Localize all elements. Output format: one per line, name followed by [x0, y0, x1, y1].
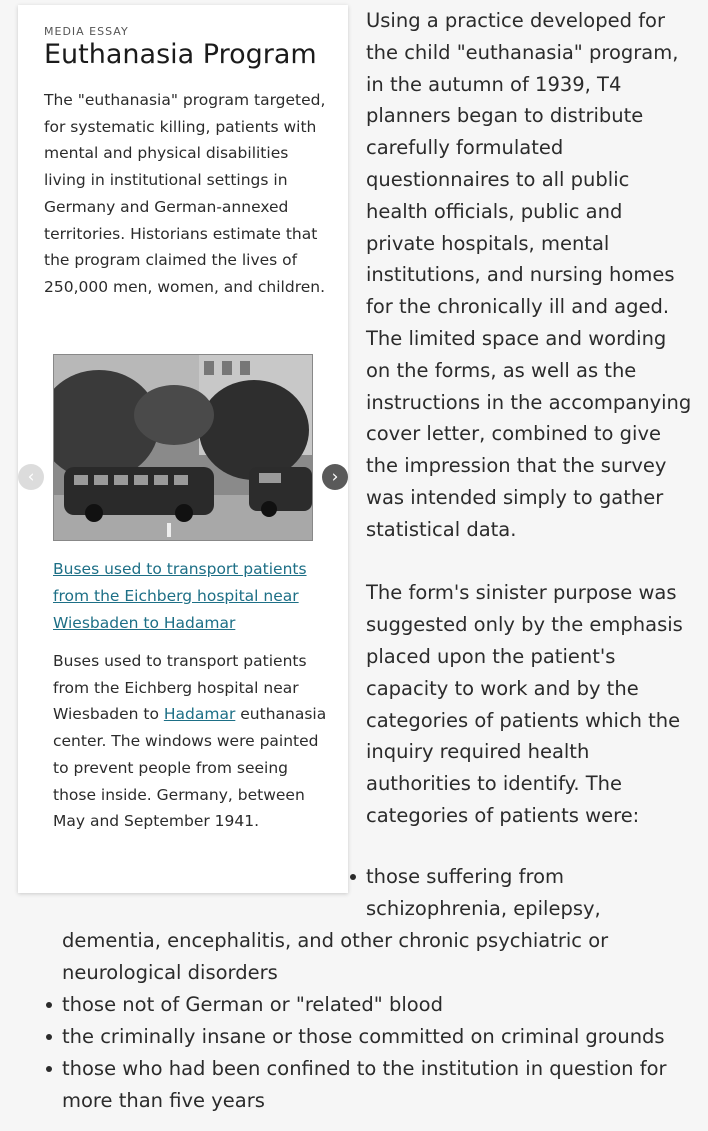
slideshow-photo[interactable] [53, 354, 313, 541]
slideshow-prev-button[interactable]: ‹ [18, 464, 44, 490]
article-paragraph-1: Using a practice developed for the child "euthanasia" program, in the autumn of 1939, T4 planners began to distribute carefully formulated questionnaires to all public health officials, public and private hospitals, mental institutions, and nursing homes for the chronically ill and aged. The limited space and wording on the forms, as well as the instructions in the accompanying cover letter, combined to give the impression that the survey was intended simply to gather statistical data. [366, 9, 692, 541]
media-essay-title: Euthanasia Program [44, 39, 317, 70]
media-essay-card [18, 5, 348, 893]
media-essay-kicker: MEDIA ESSAY [44, 25, 129, 38]
slideshow-next-button[interactable]: › [322, 464, 348, 490]
photo-caption-link[interactable]: Buses used to transport patients from the Eichberg hospital near Wiesbaden to Hadamar [53, 560, 307, 632]
caption-text-end: euthanasia center. The windows were painted to prevent people from seeing those inside. Germany, between May and September 1941. [53, 705, 327, 831]
list-item-1-line-2: schizophrenia, epilepsy, [366, 897, 601, 920]
list-item-4-line-2: more than five years [62, 1089, 265, 1112]
list-item-4-line-1: those who had been confined to the institution in question for [62, 1057, 667, 1080]
hadamar-link[interactable]: Hadamar [163, 705, 236, 724]
photo-caption [53, 648, 328, 835]
caption-text-start: Buses used to transport patients from the Eichberg hospital near Wiesbaden to [53, 652, 307, 724]
article-body [366, 5, 696, 832]
list-item-3: the criminally insane or those committed on criminal grounds [62, 1025, 665, 1048]
media-essay-intro [44, 87, 326, 301]
article-paragraph-2: The form's sinister purpose was suggested only by the emphasis placed upon the patient's capacity to work and by the categories of patients which the inquiry required health authorities to identify. The categories of patients were: [366, 581, 683, 827]
list-item-1-line-4: neurological disorders [62, 961, 278, 984]
list-bullet [46, 1002, 52, 1008]
list-bullet [350, 874, 356, 880]
bus-photo-illustration [54, 355, 312, 540]
list-item-2: those not of German or "related" blood [62, 993, 443, 1016]
intro-text: The "euthanasia" program targeted, for systematic killing, patients with mental and physical disabilities living in institutional settings in Germany and German-annexed territories. Historians estimate that the program claimed the lives of 250,000 men, women, and children. [44, 91, 326, 296]
list-bullet [46, 1066, 52, 1072]
list-item-1-line-3: dementia, encephalitis, and other chronic psychiatric or [62, 929, 609, 952]
list-bullet [46, 1034, 52, 1040]
list-item-1-line-1: those suffering from [366, 865, 564, 888]
